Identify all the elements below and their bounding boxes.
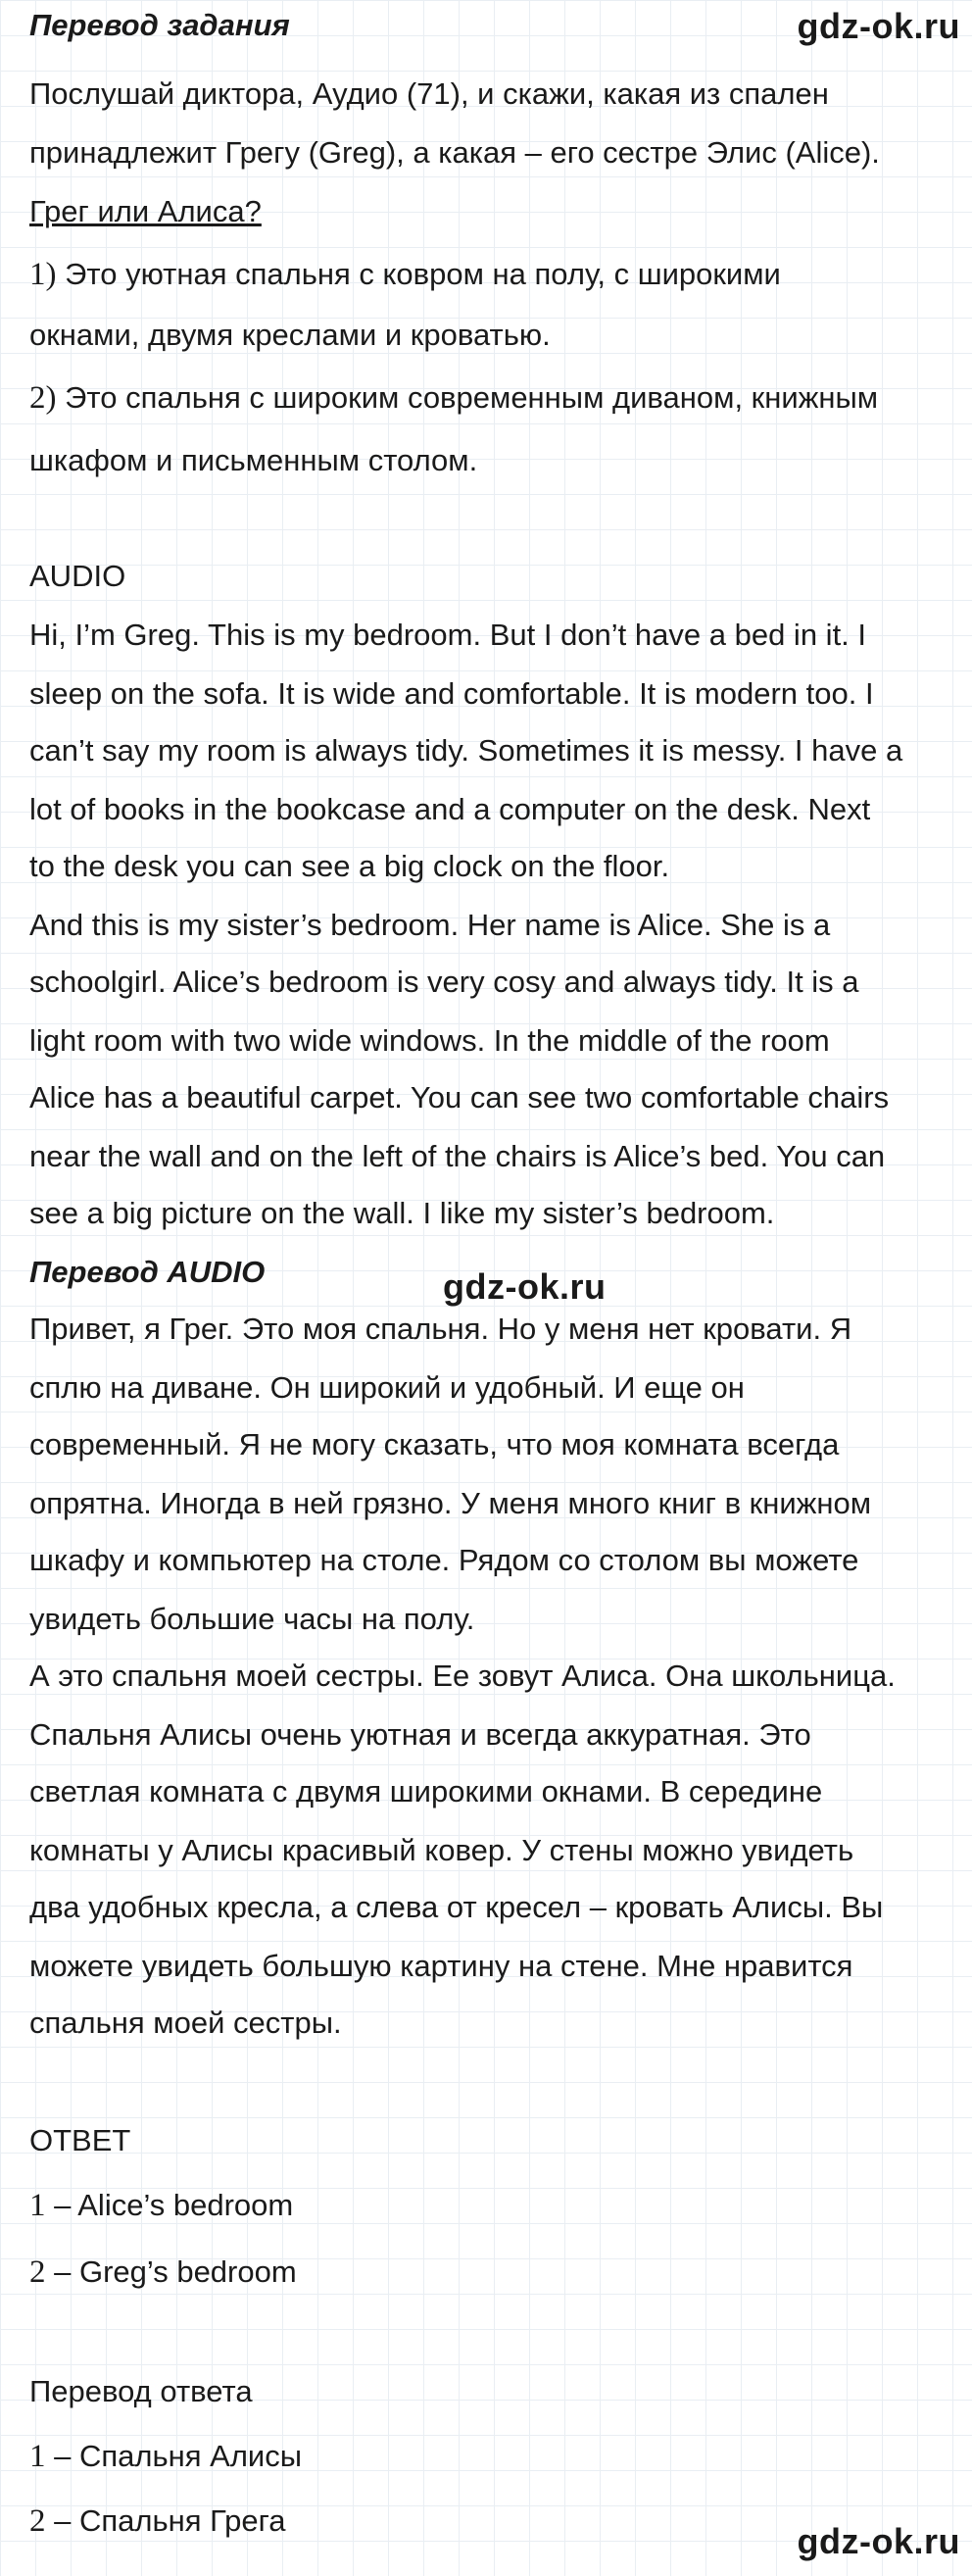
watermark-bottom: gdz-ok.ru (797, 2521, 960, 2561)
task-line: Послушай диктора, Аудио (71), и скажи, какая из спален (29, 76, 829, 111)
audio-line: Hi, I’m Greg. This is my bedroom. But I don’t have a bed in it. I (29, 618, 867, 652)
answer-translation-item (29, 2437, 302, 2476)
answer-item-number: 2 (29, 2254, 46, 2290)
answer-item (29, 2253, 297, 2292)
answer-translation-heading: Перевод ответа (29, 2374, 253, 2408)
answer-translation-item (29, 2502, 286, 2541)
audio-translation-line: комнаты у Алисы красивый ковер. У стены можно увидеть (29, 1833, 854, 1867)
answer-item-number: 1 (29, 2188, 46, 2223)
audio-line: sleep on the sofa. It is wide and comfortable. It is modern too. I (29, 676, 874, 711)
audio-translation-line: спальня моей сестры. (29, 2006, 342, 2040)
audio-line: And this is my sister’s bedroom. Her name is Alice. She is a (29, 908, 831, 942)
task-item-text: шкафом и письменным столом. (29, 443, 478, 477)
task-line: принадлежит Грегу (Greg), а какая – его сестре Элис (Alice). (29, 135, 880, 170)
watermark-top: gdz-ok.ru (797, 6, 960, 46)
audio-line: Alice has a beautiful carpet. You can see two comfortable chairs (29, 1080, 890, 1115)
audio-translation-line: шкафу и компьютер на столе. Рядом со столом вы можете (29, 1543, 859, 1577)
audio-line: see a big picture on the wall. I like my sister’s bedroom. (29, 1196, 775, 1230)
watermark-middle: gdz-ok.ru (443, 1266, 607, 1307)
task-item-number: 2) (29, 380, 57, 416)
answer-translation-item-number: 1 (29, 2439, 46, 2474)
task-item-text: окнами, двумя креслами и кроватью. (29, 318, 551, 352)
audio-translation-line: современный. Я не могу сказать, что моя комната всегда (29, 1427, 840, 1461)
answer-item-text: – Alice’s bedroom (45, 2188, 294, 2222)
audio-translation-line: два удобных кресла, а слева от кресел – кровать Алисы. Вы (29, 1890, 884, 1924)
audio-translation-line: сплю на диване. Он широкий и удобный. И еще он (29, 1370, 745, 1405)
audio-line: schoolgirl. Alice’s bedroom is very cosy and always tidy. It is a (29, 965, 859, 999)
answer-item (29, 2186, 293, 2225)
audio-translation-heading: Перевод AUDIO (29, 1255, 266, 1289)
audio-translation-line: светлая комната с двумя широкими окнами. В середине (29, 1774, 823, 1808)
task-item (29, 255, 781, 294)
audio-line: light room with two wide windows. In the middle of the room (29, 1023, 830, 1058)
answer-translation-item-number: 2 (29, 2503, 46, 2539)
audio-line: lot of books in the bookcase and a computer on the desk. Next (29, 792, 871, 826)
answer-heading: ОТВЕТ (29, 2123, 131, 2157)
task-item-number: 1) (29, 257, 57, 292)
audio-line: near the wall and on the left of the chairs is Alice’s bed. You can (29, 1139, 886, 1173)
task-item (29, 378, 878, 418)
answer-translation-item-text: – Спальня Алисы (45, 2439, 303, 2473)
audio-translation-line: опрятна. Иногда в ней грязно. У меня много книг в книжном (29, 1486, 872, 1520)
answer-translation-item-text: – Спальня Грега (45, 2503, 286, 2538)
audio-translation-line: Спальня Алисы очень уютная и всегда аккуратная. Это (29, 1717, 811, 1752)
audio-translation-line: Привет, я Грег. Это моя спальня. Но у меня нет кровати. Я (29, 1312, 852, 1346)
audio-translation-line: А это спальня моей сестры. Ее зовут Алиса. Она школьница. (29, 1659, 896, 1693)
task-question: Грег или Алиса? (29, 194, 262, 228)
task-item-text: Это спальня с широким современным диваном, книжным (56, 380, 879, 415)
task-item (29, 441, 477, 480)
audio-translation-line: можете увидеть большую картину на стене. Мне нравится (29, 1949, 853, 1983)
task-item-text: Это уютная спальня с ковром на полу, с широкими (56, 257, 781, 291)
task-heading: Перевод задания (29, 8, 290, 42)
answer-item-text: – Greg’s bedroom (45, 2254, 297, 2289)
audio-line: can’t say my room is always tidy. Sometimes it is messy. I have a (29, 733, 903, 768)
audio-translation-line: увидеть большие часы на полу. (29, 1602, 475, 1636)
audio-heading: AUDIO (29, 559, 126, 593)
task-item (29, 316, 551, 355)
audio-line: to the desk you can see a big clock on the floor. (29, 849, 670, 883)
